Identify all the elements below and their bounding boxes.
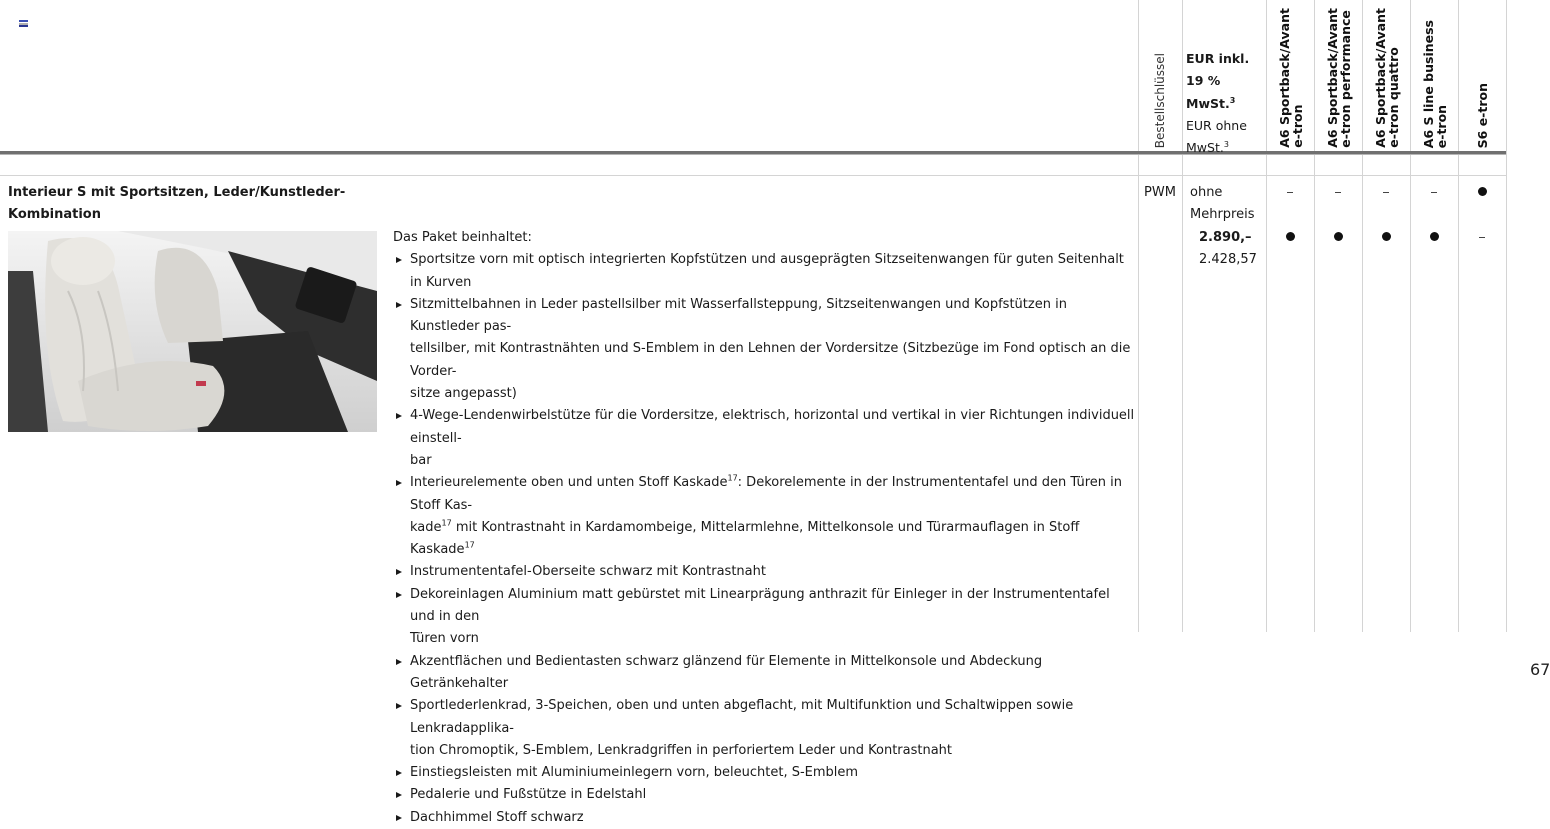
header-model-1: A6 Sportback/Avant e-tron — [1276, 8, 1305, 148]
price-note: Mehrpreis — [1190, 207, 1255, 223]
not-available-dash — [1410, 182, 1458, 204]
list-item: Akzentflächen und Bedientasten schwarz glänzend für Elemente in Mittelkonsole und Abdeckung Getränkehalter — [393, 651, 1138, 696]
list-item: Instrumententafel-Oberseite schwarz mit Kontrastnaht — [393, 561, 1138, 583]
dash-icon — [1287, 192, 1293, 193]
header-price: EUR inkl. 19 % MwSt.$^3$ EUR ohne MwSt.$^3$ — [1186, 51, 1250, 156]
price-excl-vat: 2.428,57 — [1199, 251, 1257, 267]
header-bestellschluessel: Bestellschlüssel — [1153, 52, 1167, 148]
standard-dot — [1266, 227, 1314, 249]
package-intro: Das Paket beinhaltet: — [393, 230, 532, 245]
order-code: PWM — [1144, 185, 1176, 200]
price-block — [1190, 182, 1266, 271]
dash-icon — [1479, 237, 1485, 238]
header-model-2: A6 Sportback/Avant e-tron performance — [1324, 8, 1353, 148]
price-note: ohne — [1190, 185, 1223, 200]
standard-dot — [1314, 227, 1362, 249]
filled-dot-icon — [1286, 232, 1295, 241]
header-model-3: A6 Sportback/Avant e-tron quattro — [1372, 8, 1401, 148]
option-title: Interieur S mit Sportsitzen, Leder/Kunstleder-Kombination — [8, 185, 346, 223]
list-item: Einstiegsleisten mit Aluminiumeinlegern vorn, beleuchtet, S-Emblem — [393, 762, 1138, 784]
list-item: Sportsitze vorn mit optisch integrierten Kopfstützen und ausgeprägten Sitzseitenwangen für guten Seitenhalt in Kurven — [393, 249, 1138, 294]
standard-dot — [1458, 182, 1506, 204]
header-model-4: A6 S line business e-tron — [1420, 19, 1449, 148]
list-item: Pedalerie und Fußstütze in Edelstahl — [393, 784, 1138, 806]
standard-dot — [1410, 227, 1458, 249]
header-rule-shadow — [0, 154, 1506, 155]
not-available-dash — [1266, 182, 1314, 204]
dash-icon — [1431, 192, 1437, 193]
package-items — [393, 249, 1138, 829]
not-available-dash — [1458, 227, 1506, 249]
list-item: Sportlederlenkrad, 3-Speichen, oben und unten abgeflacht, mit Multifunktion und Schaltwippen sowie Lenkradapplika- tion Chromoptik, S-Emblem, Lenkradgriffen in perforiertem Leder und Kontrastnaht — [393, 695, 1138, 762]
row-top-rule — [0, 175, 1506, 176]
filled-dot-icon — [1382, 232, 1391, 241]
standard-dot — [1362, 227, 1410, 249]
list-item: Dachhimmel Stoff schwarz — [393, 807, 1138, 829]
package-description — [393, 227, 1138, 829]
filled-dot-icon — [1478, 187, 1487, 196]
price-incl-vat: 2.890,– — [1199, 229, 1252, 245]
dash-icon — [1383, 192, 1389, 193]
not-available-dash — [1362, 182, 1410, 204]
list-item: 4-Wege-Lendenwirbelstütze für die Vordersitze, elektrisch, horizontal und vertikal in vier Richtungen individuell einstell- bar — [393, 405, 1138, 472]
dash-icon — [1335, 192, 1341, 193]
column-divider — [1506, 0, 1507, 632]
list-item: Interieurelemente oben und unten Stoff Kaskade$^{17}$: Dekorelemente in der Instrumententafel und den Türen in Stoff Kas- kade$^{17}$ mit Kontrastnaht in Kardamombeige, Mittelarmlehne, Mittelkonsole und Türarmauflagen in Stoff Kaskade$^{17}$ — [393, 472, 1138, 561]
header-model-5: S6 e-tron — [1475, 82, 1490, 148]
page-number: 67 — [1530, 660, 1550, 679]
list-item: Sitzmittelbahnen in Leder pastellsilber mit Wasserfallsteppung, Sitzseitenwangen und Kopfstützen in Kunstleder pas- tellsilber, mit Kontrastnähten und S-Emblem in den Lehnen der Vordersitze (Sitzbezüge im Fond optisch an die Vorder- sitze angepasst) — [393, 294, 1138, 405]
interior-photo — [8, 231, 377, 432]
flag-icon — [19, 20, 28, 27]
list-item: Dekoreinlagen Aluminium matt gebürstet mit Linearprägung anthrazit für Einleger in der Instrumententafel und in den Türen vorn — [393, 584, 1138, 651]
filled-dot-icon — [1430, 232, 1439, 241]
filled-dot-icon — [1334, 232, 1343, 241]
not-available-dash — [1314, 182, 1362, 204]
column-divider — [1182, 0, 1183, 632]
